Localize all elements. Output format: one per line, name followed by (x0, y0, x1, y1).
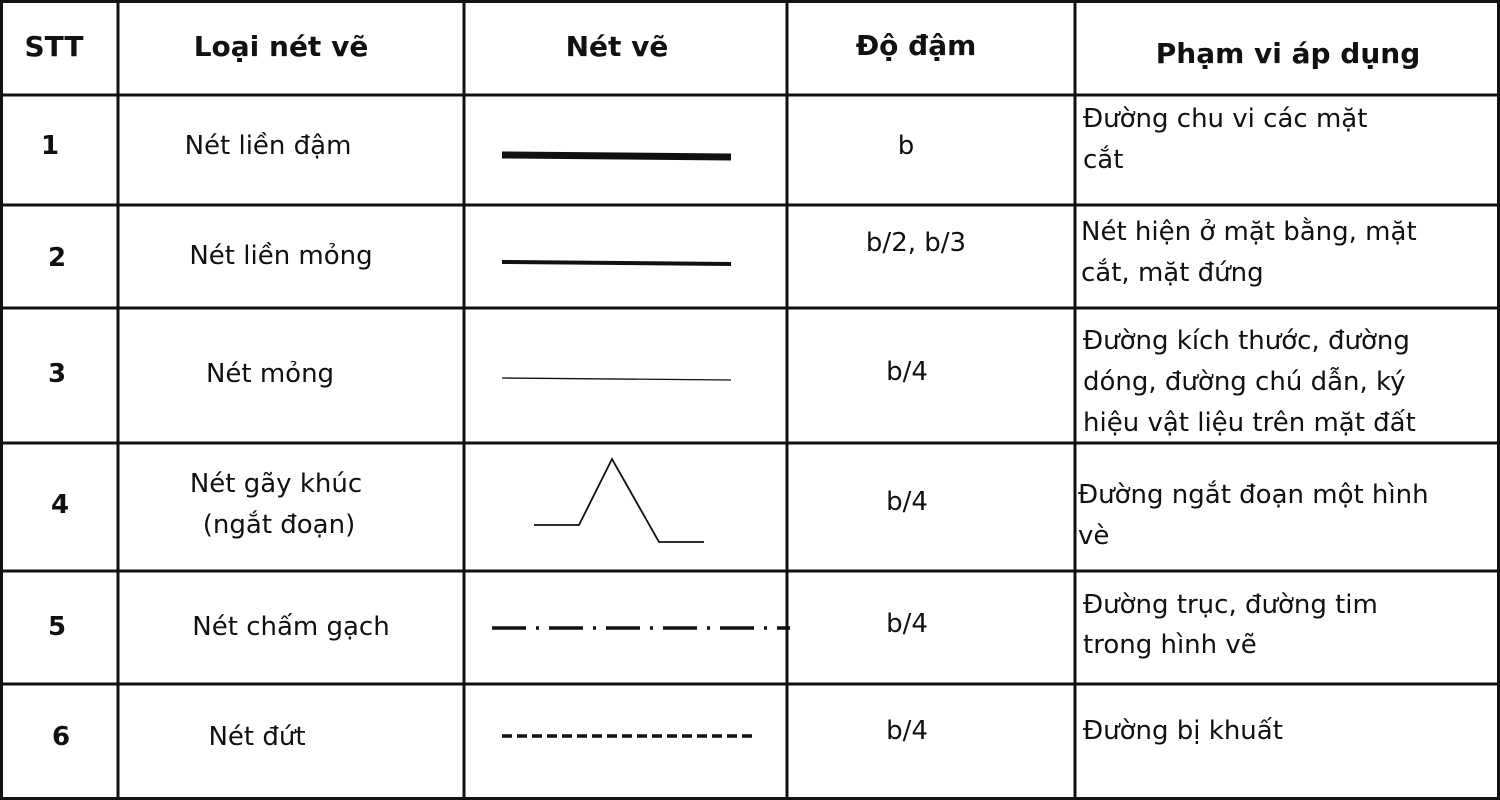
header-weight: Độ đậm (855, 29, 977, 62)
thin-solid-line-icon (502, 262, 731, 264)
header-line-type: Loại nét vẽ (193, 30, 369, 63)
usage-text: trong hình vẽ (1083, 630, 1257, 660)
line-type-name: Nét chấm gạch (192, 612, 390, 642)
usage-text: Nét hiện ở mặt bằng, mặt (1081, 217, 1417, 247)
usage-text: dóng, đường chú dẫn, ký (1083, 367, 1406, 397)
line-weight: b/2, b/3 (865, 228, 967, 258)
usage-text: cắt, mặt đứng (1081, 258, 1264, 288)
row-number: 3 (47, 359, 67, 389)
line-weight: b/4 (886, 357, 928, 387)
line-type-name: (ngắt đoạn) (202, 510, 356, 540)
usage-text: Đường ngắt đoạn một hình (1078, 480, 1429, 510)
hairline-icon (502, 378, 731, 380)
thick-solid-line-icon (502, 155, 731, 157)
row-number: 2 (47, 243, 67, 273)
usage-text: vè (1078, 521, 1110, 551)
row-number: 4 (50, 490, 70, 520)
row-number: 5 (47, 612, 67, 642)
line-type-name: Nét liền đậm (184, 131, 352, 161)
line-weight: b (897, 131, 915, 161)
break-line-icon (534, 459, 704, 542)
usage-text: Đường trục, đường tim (1083, 590, 1378, 620)
line-weight: b/4 (886, 716, 928, 746)
line-type-name: Nét gãy khúc (189, 469, 363, 499)
header-line-sample: Nét vẽ (565, 30, 669, 63)
usage-text: Đường bị khuất (1083, 716, 1283, 746)
header-stt: STT (24, 30, 84, 63)
line-type-name: Nét mỏng (205, 359, 335, 389)
usage-text: hiệu vật liệu trên mặt đất (1083, 408, 1416, 438)
usage-text: cắt (1083, 145, 1124, 175)
line-type-name: Nét đứt (208, 722, 306, 752)
row-number: 1 (40, 131, 60, 161)
usage-text: Đường kích thước, đường (1083, 326, 1410, 356)
row-number: 6 (51, 722, 71, 752)
header-usage: Phạm vi áp dụng (1155, 37, 1421, 70)
line-weight: b/4 (886, 487, 928, 517)
usage-text: Đường chu vi các mặt (1083, 104, 1368, 134)
line-type-name: Nét liền mỏng (189, 241, 373, 271)
line-weight: b/4 (886, 609, 928, 639)
